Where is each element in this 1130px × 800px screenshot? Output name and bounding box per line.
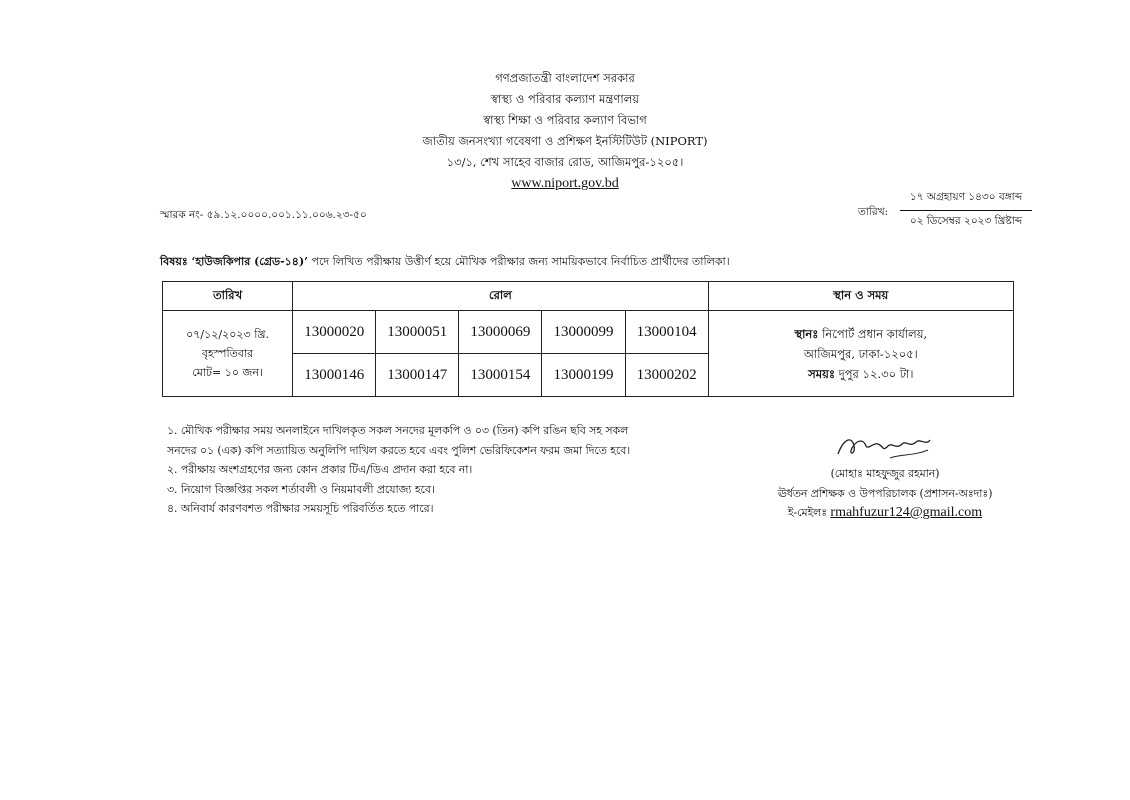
signatory-email-line: [740, 503, 1030, 523]
time-label: সময়ঃ: [808, 366, 836, 381]
venue-value: নিপোর্ট প্রধান কার্যালয়,: [818, 326, 928, 341]
roll-cell: 13000147: [376, 354, 459, 397]
table-header-row: [163, 282, 1014, 311]
signature-image: [740, 428, 1030, 464]
roll-cell: 13000051: [376, 311, 459, 354]
list-item: ১. মৌখিক পরীক্ষার সময় অনলাইনে দাখিলকৃত সকল সনদের মূলকপি ও ০৩ (তিন) কপি রঙিন ছবি সহ সকল: [167, 424, 629, 437]
govt-name: গণপ্রজাতন্ত্রী বাংলাদেশ সরকার: [495, 71, 635, 85]
total-candidates: মোট= ১০ জন।: [192, 366, 263, 379]
venue-label: স্থানঃ: [794, 326, 819, 341]
venue-time-cell: [708, 311, 1013, 397]
header-place-time: স্থান ও সময়: [708, 282, 1013, 311]
instructions-list: [167, 421, 630, 519]
signature-block: [740, 428, 1030, 523]
time-value: দুপুর ১২.৩০ টা।: [835, 366, 914, 381]
roll-cell: 13000146: [293, 354, 376, 397]
memo-number: স্মারক নং- ৫৯.১২.০০০০.০০১.১১.০০৬.২৩-৫০: [160, 209, 367, 221]
subject-label: বিষয়ঃ ‘হাউজকিপার (গ্রেড-১৪)’: [160, 255, 308, 268]
roll-cell: 13000069: [459, 311, 542, 354]
date-english: ০২ ডিসেম্বর ২০২৩ খ্রিষ্টাব্দ: [909, 215, 1023, 227]
exam-date: ০৭/১২/২০২৩ খ্রি.: [186, 328, 270, 341]
roll-cell: 13000104: [625, 311, 708, 354]
list-item: ৩. নিয়োগ বিজ্ঞপ্তির সকল শর্তাবলী ও নিয়মাবলী প্রযোজ্য হবে।: [167, 482, 435, 496]
roll-cell: 13000020: [293, 311, 376, 354]
signatory-designation: ঊর্ধতন প্রশিক্ষক ও উপপরিচালক (প্রশাসন-অঃদাঃ): [777, 486, 993, 500]
letterhead: [0, 68, 1130, 195]
exam-date-cell: [163, 311, 293, 397]
website-link[interactable]: www.niport.gov.bd: [511, 176, 619, 191]
header-roll: রোল: [293, 282, 708, 311]
list-item: ২. পরীক্ষায় অংশগ্রহণের জন্য কোন প্রকার টিএ/ডিএ প্রদান করা হবে না।: [167, 463, 473, 476]
ministry-name: স্বাস্থ্য ও পরিবার কল্যাণ মন্ত্রণালয়: [490, 92, 640, 106]
institute-name: জাতীয় জনসংখ্যা গবেষণা ও প্রশিক্ষণ ইনস্টিটিউট (NIPORT): [422, 134, 708, 148]
table-row: [163, 311, 1014, 354]
header-date: তারিখ: [163, 282, 293, 311]
venue-address: আজিমপুর, ঢাকা-১২০৫।: [803, 346, 918, 361]
roll-cell: 13000202: [625, 354, 708, 397]
signatory-name: (মোহাঃ মাহফুজুর রহমান): [830, 467, 940, 480]
venue-line: [710, 324, 1012, 344]
subject-line: [160, 253, 730, 272]
list-item: সনদের ০১ (এক) কপি সত্যায়িত অনুলিপি দাখিল করতে হবে এবং পুলিশ ভেরিফিকেশন ফরম জমা দিতে হবে।: [167, 443, 631, 457]
date-label: তারিখ:: [858, 206, 889, 218]
time-line: [710, 364, 1012, 384]
roll-cell: 13000099: [542, 311, 625, 354]
division-name: স্বাস্থ্য শিক্ষা ও পরিবার কল্যাণ বিভাগ: [483, 113, 647, 127]
roll-cell: 13000199: [542, 354, 625, 397]
roll-cell: 13000154: [459, 354, 542, 397]
institute-address: ১৩/১, শেখ সাহেব বাজার রোড, আজিমপুর-১২০৫।: [446, 155, 684, 169]
list-item: ৪. অনিবার্য কারণবশত পরীক্ষার সময়সূচি পরিবর্তিত হতে পারে।: [167, 502, 434, 515]
candidate-table: [162, 281, 1014, 397]
date-bangla: ১৭ অগ্রহায়ণ ১৪৩০ বঙ্গাব্দ: [900, 190, 1032, 211]
subject-text: পদে লিখিত পরীক্ষায় উত্তীর্ণ হয়ে মৌখিক পরীক্ষার জন্য সাময়িকভাবে নির্বাচিত প্রার্থীদের তালিকা।: [307, 255, 730, 268]
date-block: [900, 190, 1032, 231]
exam-day: বৃহস্পতিবার: [201, 347, 254, 360]
email-label: ই-মেইলঃ: [787, 506, 831, 519]
email-link[interactable]: rmahfuzur124@gmail.com: [830, 505, 983, 520]
